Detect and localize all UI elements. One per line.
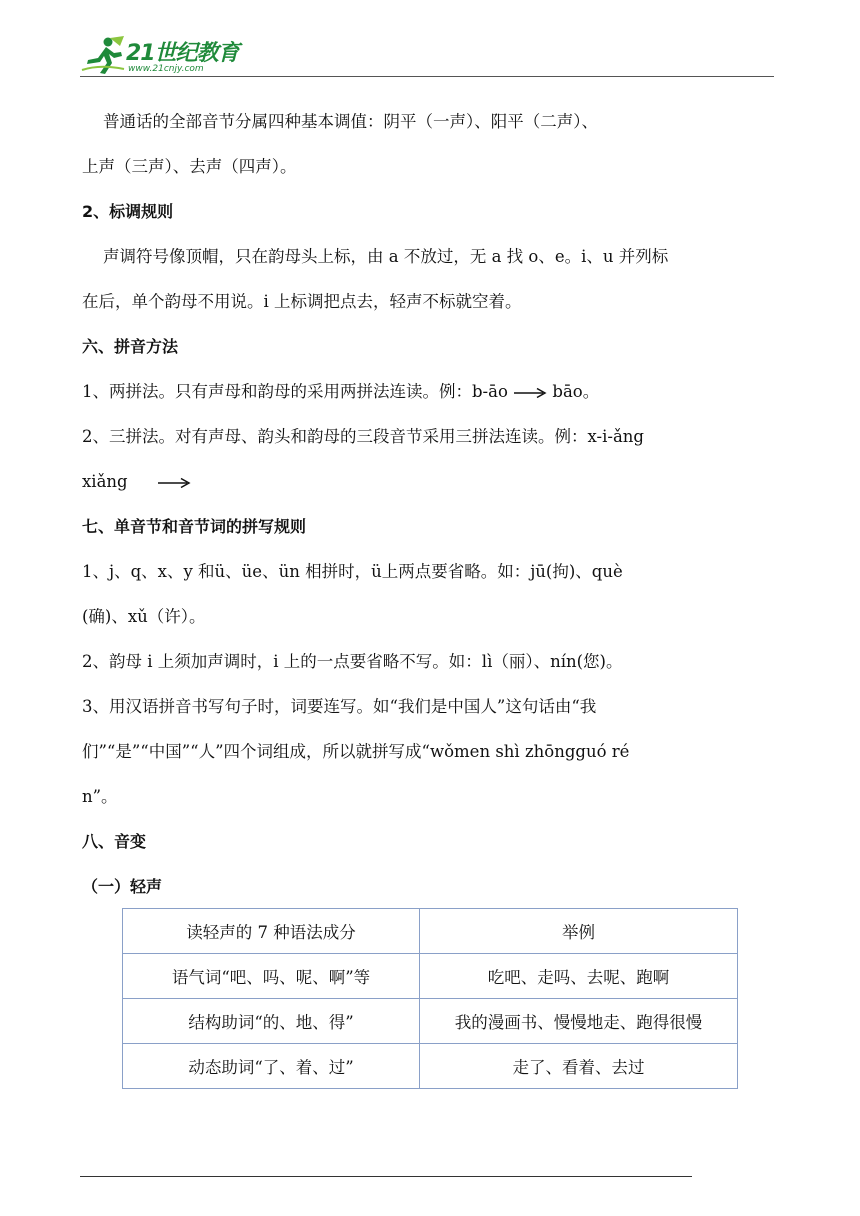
runner-icon: [80, 36, 126, 76]
paragraph-spell-rule-1-line-1: 1、j、q、x、y 和ü、üe、ün 相拼时，ü上两点要省略。如：jū(拘)、què: [82, 562, 623, 581]
paragraph-tones-line-1: 普通话的全部音节分属四种基本调值：阴平（一声）、阳平（二声）、: [103, 112, 598, 131]
two-spell-result: bāo。: [552, 382, 600, 401]
table-cell: 吃吧、走吗、去呢、跑啊: [420, 954, 738, 999]
page-header: [80, 30, 774, 80]
paragraph-rule-line-1: 声调符号像顶帽，只在韵母头上标，由 a 不放过，无 a 找 o、e。i、u 并列标: [103, 247, 669, 266]
paragraph-spell-rule-3-line-3: n”。: [82, 787, 118, 806]
table-cell: 我的漫画书、慢慢地走、跑得很慢: [420, 999, 738, 1044]
heading-neutral-tone: （一）轻声: [82, 877, 163, 896]
table-row: [123, 999, 738, 1044]
neutral-tone-table: [122, 908, 738, 1089]
footer-divider: [80, 1176, 692, 1177]
paragraph-spell-rule-1-line-2: (确)、xǔ（许）。: [82, 607, 206, 626]
table-cell: 走了、看着、去过: [420, 1044, 738, 1089]
paragraph-spell-rule-3-line-1: 3、用汉语拼音书写句子时，词要连写。如“我们是中国人”这句话由“我: [82, 697, 597, 716]
table-header-row: [123, 909, 738, 954]
paragraph-spell-rule-3-line-2: 们”“是”“中国”“人”四个词组成，所以就拼写成“wǒmen shì zhōngguó ré: [82, 742, 630, 761]
logo-url: www.21cnjy.com: [128, 64, 204, 74]
table-row: [123, 1044, 738, 1089]
header-divider: [80, 76, 774, 77]
heading-pinyin-methods: 六、拼音方法: [82, 337, 179, 356]
table-cell: 结构助词“的、地、得”: [123, 999, 420, 1044]
three-spell-result: xiǎng: [82, 472, 128, 491]
heading-sound-change: 八、音变: [82, 832, 147, 851]
paragraph-three-spell-line-1: 2、三拼法。对有声母、韵头和韵母的三段音节采用三拼法连读。例：x-i-ǎng: [82, 427, 644, 446]
paragraph-rule-line-2: 在后，单个韵母不用说。i 上标调把点去，轻声不标就空着。: [82, 292, 522, 311]
paragraph-three-spell-line-2: [82, 471, 191, 493]
paragraph-spell-rule-2: 2、韵母 i 上须加声调时，i 上的一点要省略不写。如：lì（丽）、nín(您)。: [82, 652, 623, 671]
table-cell: 语气词“吧、吗、呢、啊”等: [123, 954, 420, 999]
paragraph-tones-line-2: 上声（三声）、去声（四声）。: [82, 157, 297, 176]
table-row: [123, 954, 738, 999]
two-spell-text: 1、两拼法。只有声母和韵母的采用两拼法连读。例：b-āo: [82, 382, 508, 401]
table-header-cell: 读轻声的 7 种语法成分: [123, 909, 420, 954]
arrow-right-icon: [157, 477, 191, 489]
heading-tone-rules: 2、标调规则: [82, 202, 174, 221]
logo-text: 21世纪教育: [126, 41, 239, 66]
arrow-right-icon: [513, 387, 547, 399]
heading-spelling-rules: 七、单音节和音节词的拼写规则: [82, 517, 307, 536]
table-cell: 动态助词“了、着、过”: [123, 1044, 420, 1089]
logo: [80, 36, 260, 78]
table-header-cell: 举例: [420, 909, 738, 954]
paragraph-two-spell: [82, 381, 599, 403]
